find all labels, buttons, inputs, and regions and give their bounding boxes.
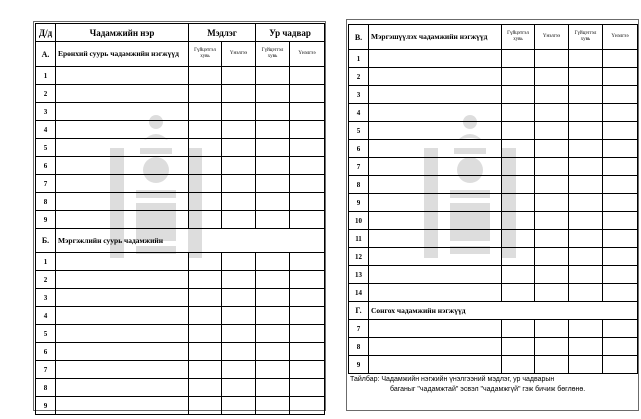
table-row <box>36 157 325 175</box>
table-row <box>36 253 325 271</box>
knowledge-performed-cell[interactable] <box>502 230 535 248</box>
skill-performed-header: Гүйцэтгэл хувь <box>569 25 603 50</box>
competency-name-cell[interactable] <box>369 284 502 302</box>
table-row <box>36 211 325 229</box>
knowledge-evaluation-cell[interactable] <box>222 121 256 139</box>
knowledge-evaluation-header: Үнэлгээ <box>222 42 256 67</box>
skill-evaluation-cell[interactable] <box>290 193 325 211</box>
skill-evaluation-cell[interactable] <box>290 103 325 121</box>
section-g <box>349 302 638 320</box>
skill-evaluation-cell[interactable] <box>290 211 325 229</box>
competency-name-cell[interactable] <box>369 158 502 176</box>
competency-name-cell[interactable] <box>56 85 189 103</box>
table-row <box>349 176 638 194</box>
row-number: 7 <box>349 320 369 338</box>
knowledge-evaluation-cell[interactable] <box>222 397 256 415</box>
knowledge-evaluation-cell[interactable] <box>535 194 569 212</box>
knowledge-performed-cell[interactable] <box>502 338 535 356</box>
table-row <box>349 158 638 176</box>
table-row <box>36 139 325 157</box>
competency-name-cell[interactable] <box>56 121 189 139</box>
knowledge-performed-cell[interactable] <box>189 211 222 229</box>
knowledge-performed-cell[interactable] <box>502 68 535 86</box>
skill-evaluation-cell[interactable] <box>290 85 325 103</box>
knowledge-evaluation-cell[interactable] <box>535 320 569 338</box>
section-a-code: А. <box>36 42 56 67</box>
competency-name-cell[interactable] <box>369 104 502 122</box>
competency-name-cell[interactable] <box>56 157 189 175</box>
table-row <box>36 175 325 193</box>
skill-evaluation-cell[interactable] <box>603 356 638 374</box>
skill-performed-cell[interactable] <box>569 86 603 104</box>
skill-evaluation-cell[interactable] <box>290 175 325 193</box>
competency-name-cell[interactable] <box>56 397 189 415</box>
knowledge-evaluation-cell[interactable] <box>535 356 569 374</box>
row-number: 6 <box>36 157 56 175</box>
skill-evaluation-cell[interactable] <box>603 68 638 86</box>
right-competency-table <box>348 24 638 374</box>
row-number: 5 <box>36 139 56 157</box>
row-number: 14 <box>349 284 369 302</box>
table-row <box>36 271 325 289</box>
knowledge-evaluation-cell[interactable] <box>222 175 256 193</box>
knowledge-performed-cell[interactable] <box>189 397 222 415</box>
skill-evaluation-cell[interactable] <box>290 325 325 343</box>
table-row <box>349 230 638 248</box>
table-row <box>36 379 325 397</box>
competency-name-cell[interactable] <box>56 289 189 307</box>
header-id: Д/д <box>36 24 56 42</box>
skill-performed-cell[interactable] <box>256 361 290 379</box>
section-b <box>36 229 325 253</box>
knowledge-evaluation-header: Үнэлгээ <box>535 25 569 50</box>
skill-evaluation-cell[interactable] <box>290 307 325 325</box>
skill-evaluation-cell[interactable] <box>603 230 638 248</box>
section-g-title: Сонгох чадамжийн нэгжүүд <box>369 302 638 320</box>
row-number: 5 <box>349 122 369 140</box>
knowledge-performed-cell[interactable] <box>189 139 222 157</box>
skill-evaluation-cell[interactable] <box>603 212 638 230</box>
knowledge-performed-header: Гүйцэтгэл хувь <box>189 42 222 67</box>
skill-performed-cell[interactable] <box>256 307 290 325</box>
knowledge-evaluation-cell[interactable] <box>535 266 569 284</box>
knowledge-performed-cell[interactable] <box>502 176 535 194</box>
row-number: 4 <box>36 121 56 139</box>
knowledge-performed-cell[interactable] <box>502 86 535 104</box>
table-row <box>349 122 638 140</box>
header-knowledge: Мэдлэг <box>189 24 256 42</box>
header-skill: Ур чадвар <box>256 24 325 42</box>
knowledge-evaluation-cell[interactable] <box>535 50 569 68</box>
table-row <box>36 103 325 121</box>
competency-name-cell[interactable] <box>369 230 502 248</box>
skill-performed-cell[interactable] <box>569 248 603 266</box>
competency-name-cell[interactable] <box>369 248 502 266</box>
left-competency-table <box>35 23 325 415</box>
row-number: 8 <box>36 379 56 397</box>
table-row <box>36 85 325 103</box>
row-number: 1 <box>349 50 369 68</box>
skill-evaluation-cell[interactable] <box>603 104 638 122</box>
knowledge-evaluation-cell[interactable] <box>535 158 569 176</box>
table-row <box>349 284 638 302</box>
knowledge-performed-cell[interactable] <box>502 248 535 266</box>
knowledge-performed-cell[interactable] <box>502 194 535 212</box>
competency-name-cell[interactable] <box>56 307 189 325</box>
knowledge-performed-cell[interactable] <box>189 85 222 103</box>
skill-evaluation-cell[interactable] <box>603 158 638 176</box>
table-row <box>36 343 325 361</box>
knowledge-performed-cell[interactable] <box>189 253 222 271</box>
competency-name-cell[interactable] <box>56 343 189 361</box>
competency-name-cell[interactable] <box>56 103 189 121</box>
table-row <box>349 356 638 374</box>
skill-performed-cell[interactable] <box>569 284 603 302</box>
row-number: 8 <box>36 193 56 211</box>
knowledge-evaluation-cell[interactable] <box>222 379 256 397</box>
competency-name-cell[interactable] <box>369 194 502 212</box>
knowledge-performed-cell[interactable] <box>189 271 222 289</box>
note-line-2: баганыг "чадамжтай" эсвэл "чадамжгүй" гэж бичиж бөглөнө. <box>390 385 586 393</box>
competency-name-cell[interactable] <box>369 122 502 140</box>
knowledge-performed-cell[interactable] <box>502 122 535 140</box>
competency-name-cell[interactable] <box>56 175 189 193</box>
skill-performed-cell[interactable] <box>256 271 290 289</box>
section-g-code: Г. <box>349 302 369 320</box>
table-row <box>349 320 638 338</box>
knowledge-evaluation-cell[interactable] <box>222 253 256 271</box>
table-row <box>349 50 638 68</box>
knowledge-evaluation-cell[interactable] <box>535 176 569 194</box>
skill-performed-cell[interactable] <box>256 211 290 229</box>
knowledge-evaluation-cell[interactable] <box>222 157 256 175</box>
table-row <box>36 397 325 415</box>
row-number: 2 <box>349 68 369 86</box>
knowledge-performed-cell[interactable] <box>189 325 222 343</box>
row-number: 3 <box>36 103 56 121</box>
knowledge-evaluation-cell[interactable] <box>222 85 256 103</box>
skill-evaluation-cell[interactable] <box>290 271 325 289</box>
row-number: 2 <box>36 271 56 289</box>
skill-performed-cell[interactable] <box>256 325 290 343</box>
knowledge-evaluation-cell[interactable] <box>535 68 569 86</box>
competency-name-cell[interactable] <box>369 320 502 338</box>
knowledge-evaluation-cell[interactable] <box>222 325 256 343</box>
table-row <box>349 248 638 266</box>
row-number: 5 <box>36 325 56 343</box>
table-row <box>349 104 638 122</box>
knowledge-performed-cell[interactable] <box>189 193 222 211</box>
competency-name-cell[interactable] <box>369 50 502 68</box>
note <box>350 375 640 394</box>
skill-evaluation-cell[interactable] <box>290 289 325 307</box>
knowledge-performed-cell[interactable] <box>189 289 222 307</box>
table-row <box>36 193 325 211</box>
knowledge-performed-cell[interactable] <box>189 103 222 121</box>
competency-name-cell[interactable] <box>56 253 189 271</box>
skill-performed-cell[interactable] <box>256 397 290 415</box>
table-row <box>36 289 325 307</box>
knowledge-evaluation-cell[interactable] <box>222 361 256 379</box>
skill-evaluation-header: Үнэлгээ <box>290 42 325 67</box>
row-number: 10 <box>349 212 369 230</box>
competency-name-cell[interactable] <box>56 139 189 157</box>
section-v-code: В. <box>349 25 369 50</box>
knowledge-performed-cell[interactable] <box>502 50 535 68</box>
competency-name-cell[interactable] <box>56 193 189 211</box>
knowledge-performed-cell[interactable] <box>189 361 222 379</box>
row-number: 9 <box>36 397 56 415</box>
row-number: 9 <box>349 356 369 374</box>
table-row <box>349 194 638 212</box>
competency-name-cell[interactable] <box>56 379 189 397</box>
skill-evaluation-cell[interactable] <box>290 361 325 379</box>
skill-performed-cell[interactable] <box>569 338 603 356</box>
skill-performed-cell[interactable] <box>256 289 290 307</box>
competency-name-cell[interactable] <box>369 176 502 194</box>
competency-name-cell[interactable] <box>56 325 189 343</box>
skill-performed-cell[interactable] <box>256 85 290 103</box>
knowledge-evaluation-cell[interactable] <box>535 140 569 158</box>
skill-evaluation-cell[interactable] <box>290 343 325 361</box>
competency-name-cell[interactable] <box>369 266 502 284</box>
knowledge-performed-cell[interactable] <box>189 343 222 361</box>
competency-name-cell[interactable] <box>56 211 189 229</box>
knowledge-evaluation-cell[interactable] <box>222 193 256 211</box>
skill-performed-cell[interactable] <box>256 157 290 175</box>
table-row <box>36 121 325 139</box>
knowledge-performed-cell[interactable] <box>502 284 535 302</box>
skill-evaluation-cell[interactable] <box>603 248 638 266</box>
competency-name-cell[interactable] <box>56 67 189 85</box>
skill-evaluation-cell[interactable] <box>290 139 325 157</box>
skill-performed-cell[interactable] <box>569 356 603 374</box>
row-number: 7 <box>36 361 56 379</box>
knowledge-evaluation-cell[interactable] <box>222 271 256 289</box>
skill-performed-cell[interactable] <box>569 230 603 248</box>
row-number: 1 <box>36 253 56 271</box>
skill-performed-cell[interactable] <box>569 212 603 230</box>
row-number: 7 <box>349 158 369 176</box>
skill-evaluation-cell[interactable] <box>290 121 325 139</box>
knowledge-performed-cell[interactable] <box>189 67 222 85</box>
section-v-title: Мэргэшүүлэх чадамжийн нэгжүүд <box>369 25 502 50</box>
table-row <box>349 68 638 86</box>
knowledge-evaluation-cell[interactable] <box>222 139 256 157</box>
skill-evaluation-header: Үнэлгээ <box>603 25 638 50</box>
knowledge-evaluation-cell[interactable] <box>222 307 256 325</box>
table-row <box>36 307 325 325</box>
skill-performed-cell[interactable] <box>256 379 290 397</box>
skill-evaluation-cell[interactable] <box>290 67 325 85</box>
knowledge-evaluation-cell[interactable] <box>535 122 569 140</box>
row-number: 9 <box>36 211 56 229</box>
section-b-code: Б. <box>36 229 56 253</box>
section-a-title: Ерөнхий суурь чадамжийн нэгжүүд <box>56 42 189 67</box>
row-number: 11 <box>349 230 369 248</box>
skill-performed-cell[interactable] <box>256 67 290 85</box>
skill-evaluation-cell[interactable] <box>603 266 638 284</box>
skill-performed-cell[interactable] <box>569 158 603 176</box>
table-row <box>349 140 638 158</box>
knowledge-evaluation-cell[interactable] <box>535 248 569 266</box>
knowledge-performed-cell[interactable] <box>502 356 535 374</box>
skill-evaluation-cell[interactable] <box>603 338 638 356</box>
knowledge-performed-cell[interactable] <box>502 266 535 284</box>
skill-performed-cell[interactable] <box>256 193 290 211</box>
knowledge-evaluation-cell[interactable] <box>222 289 256 307</box>
skill-performed-cell[interactable] <box>256 253 290 271</box>
row-number: 9 <box>349 194 369 212</box>
knowledge-performed-header: Гүйцэтгэл хувь <box>502 25 535 50</box>
knowledge-performed-cell[interactable] <box>502 320 535 338</box>
competency-name-cell[interactable] <box>369 68 502 86</box>
row-number: 3 <box>36 289 56 307</box>
skill-evaluation-cell[interactable] <box>290 253 325 271</box>
skill-evaluation-cell[interactable] <box>290 397 325 415</box>
skill-evaluation-cell[interactable] <box>603 86 638 104</box>
table-row <box>36 325 325 343</box>
knowledge-evaluation-cell[interactable] <box>535 104 569 122</box>
skill-evaluation-cell[interactable] <box>603 194 638 212</box>
competency-name-cell[interactable] <box>56 271 189 289</box>
skill-evaluation-cell[interactable] <box>290 157 325 175</box>
knowledge-performed-cell[interactable] <box>189 157 222 175</box>
competency-name-cell[interactable] <box>369 86 502 104</box>
row-number: 2 <box>36 85 56 103</box>
row-number: 6 <box>349 140 369 158</box>
row-number: 12 <box>349 248 369 266</box>
skill-evaluation-cell[interactable] <box>603 140 638 158</box>
skill-performed-header: Гүйцэтгэл хувь <box>256 42 290 67</box>
row-number: 8 <box>349 338 369 356</box>
knowledge-evaluation-cell[interactable] <box>222 103 256 121</box>
table-row <box>36 361 325 379</box>
knowledge-evaluation-cell[interactable] <box>535 338 569 356</box>
row-number: 8 <box>349 176 369 194</box>
skill-performed-cell[interactable] <box>569 122 603 140</box>
row-number: 4 <box>349 104 369 122</box>
knowledge-evaluation-cell[interactable] <box>535 86 569 104</box>
table-row <box>349 212 638 230</box>
knowledge-performed-cell[interactable] <box>189 175 222 193</box>
competency-name-cell[interactable] <box>56 361 189 379</box>
row-number: 1 <box>36 67 56 85</box>
table-row <box>36 67 325 85</box>
skill-performed-cell[interactable] <box>256 139 290 157</box>
knowledge-evaluation-cell[interactable] <box>535 284 569 302</box>
knowledge-evaluation-cell[interactable] <box>222 343 256 361</box>
competency-name-cell[interactable] <box>369 212 502 230</box>
skill-evaluation-cell[interactable] <box>603 50 638 68</box>
skill-evaluation-cell[interactable] <box>603 284 638 302</box>
skill-performed-cell[interactable] <box>569 266 603 284</box>
skill-evaluation-cell[interactable] <box>603 320 638 338</box>
skill-performed-cell[interactable] <box>569 50 603 68</box>
knowledge-performed-cell[interactable] <box>502 212 535 230</box>
skill-evaluation-cell[interactable] <box>290 379 325 397</box>
row-number: 6 <box>36 343 56 361</box>
competency-name-cell[interactable] <box>369 338 502 356</box>
knowledge-evaluation-cell[interactable] <box>535 230 569 248</box>
knowledge-evaluation-cell[interactable] <box>535 212 569 230</box>
knowledge-evaluation-cell[interactable] <box>222 211 256 229</box>
header-name: Чадамжийн нэр <box>56 24 189 42</box>
knowledge-performed-cell[interactable] <box>502 104 535 122</box>
competency-name-cell[interactable] <box>369 356 502 374</box>
skill-performed-cell[interactable] <box>569 104 603 122</box>
knowledge-performed-cell[interactable] <box>189 121 222 139</box>
skill-performed-cell[interactable] <box>256 343 290 361</box>
skill-performed-cell[interactable] <box>256 121 290 139</box>
row-number: 4 <box>36 307 56 325</box>
row-number: 7 <box>36 175 56 193</box>
skill-performed-cell[interactable] <box>569 194 603 212</box>
table-row <box>349 266 638 284</box>
section-b-title: Мэргэжлийн суурь чадамжийн <box>56 229 325 253</box>
knowledge-performed-cell[interactable] <box>502 158 535 176</box>
skill-performed-cell[interactable] <box>569 140 603 158</box>
skill-performed-cell[interactable] <box>569 68 603 86</box>
table-row <box>349 338 638 356</box>
skill-evaluation-cell[interactable] <box>603 122 638 140</box>
row-number: 3 <box>349 86 369 104</box>
knowledge-evaluation-cell[interactable] <box>222 67 256 85</box>
skill-performed-cell[interactable] <box>569 176 603 194</box>
skill-evaluation-cell[interactable] <box>603 176 638 194</box>
skill-performed-cell[interactable] <box>256 103 290 121</box>
knowledge-performed-cell[interactable] <box>189 379 222 397</box>
skill-performed-cell[interactable] <box>569 320 603 338</box>
row-number: 13 <box>349 266 369 284</box>
knowledge-performed-cell[interactable] <box>189 307 222 325</box>
knowledge-performed-cell[interactable] <box>502 140 535 158</box>
competency-name-cell[interactable] <box>369 140 502 158</box>
table-row <box>349 86 638 104</box>
skill-performed-cell[interactable] <box>256 175 290 193</box>
note-line-1: Тайлбар: Чадамжийн нэгжийн үнэлгээний мэдлэг, ур чадварын <box>350 376 555 383</box>
